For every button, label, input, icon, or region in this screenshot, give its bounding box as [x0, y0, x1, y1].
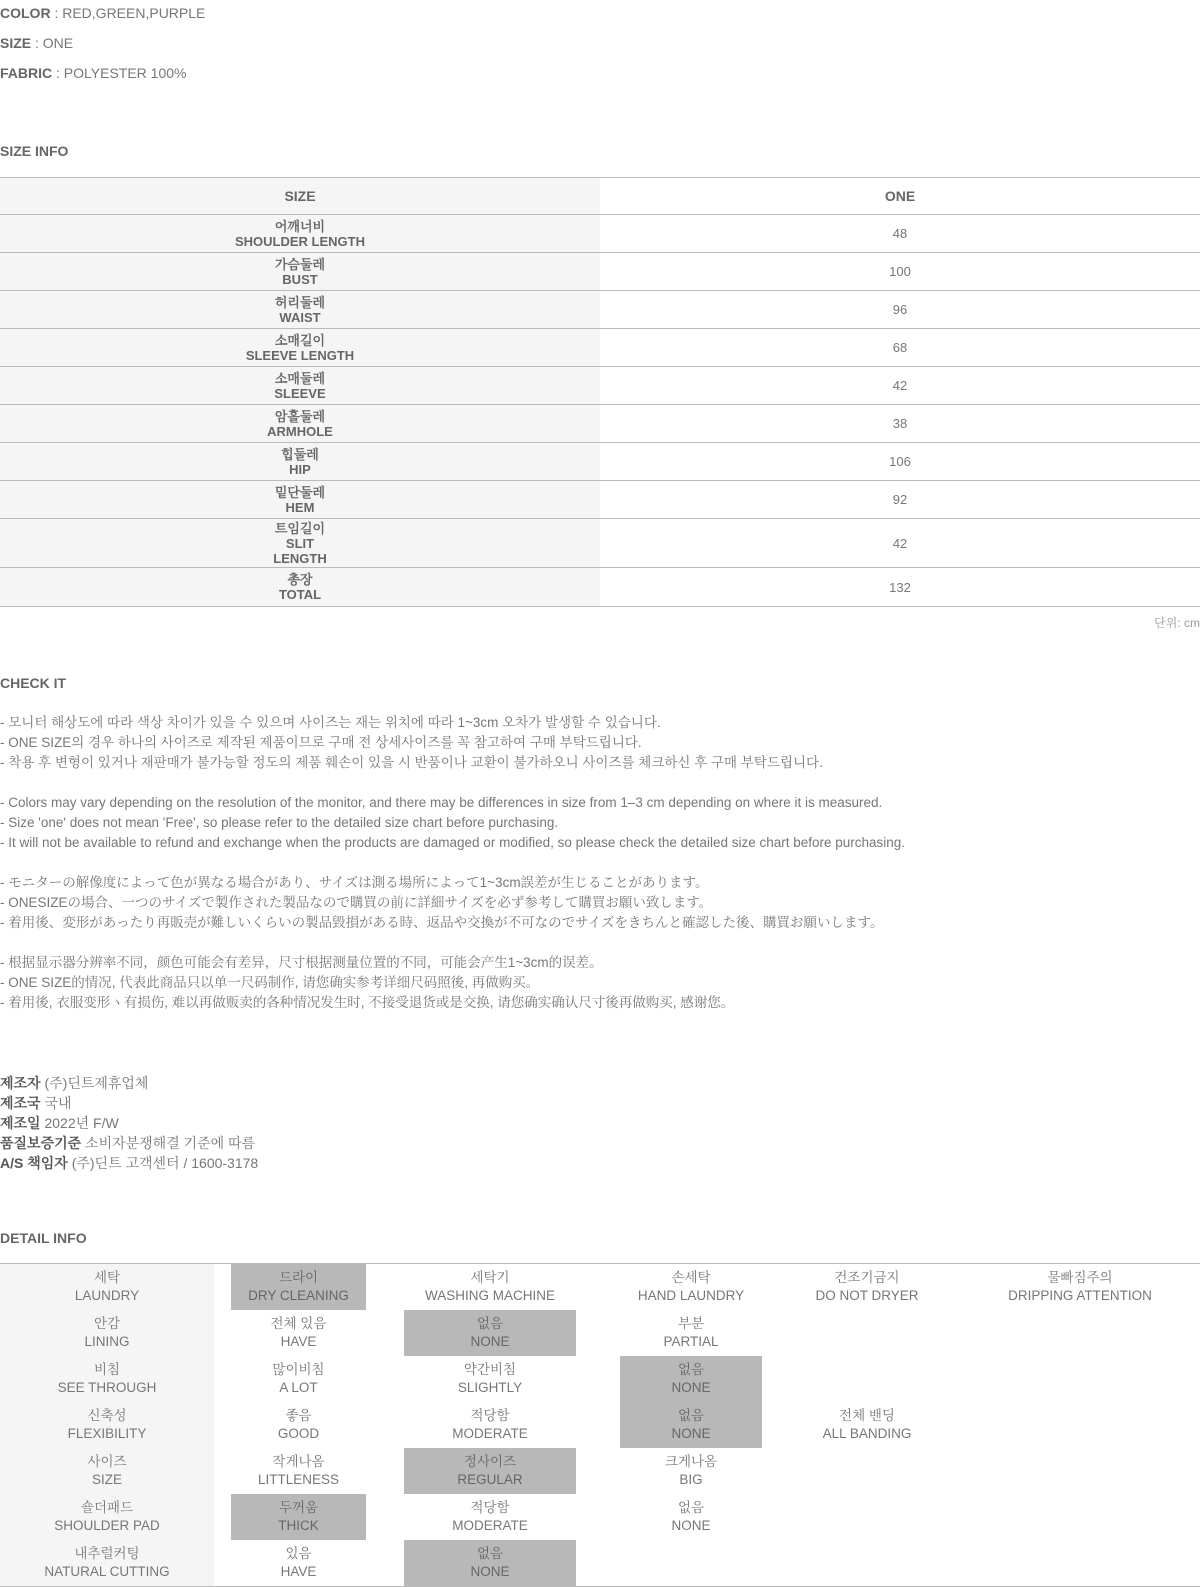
detail-option-text: 없음 — [677, 1408, 705, 1423]
size-row-label-en: SLEEVE LENGTH — [245, 347, 355, 363]
size-row — [0, 443, 1200, 481]
detail-option-text: 많이비침 — [272, 1362, 325, 1377]
size-row-value: 96 — [892, 302, 908, 317]
notes-japanese — [0, 873, 883, 933]
detail-option-text: NONE — [671, 1380, 711, 1395]
detail-option-text: A LOT — [279, 1380, 318, 1395]
size-value: : ONE — [31, 35, 74, 51]
detail-info-title: DETAIL INFO — [0, 1230, 87, 1246]
detail-option — [231, 1540, 366, 1586]
detail-option-text: NONE — [671, 1518, 711, 1533]
detail-option-selected — [231, 1264, 366, 1310]
detail-option-text: NONE — [470, 1334, 510, 1349]
size-row-value: 106 — [889, 454, 911, 469]
country-line — [0, 1093, 258, 1113]
size-row-label — [0, 367, 600, 404]
detail-option-text: 세탁기 — [470, 1270, 510, 1285]
detail-option-text: 정사이즈 — [463, 1454, 517, 1469]
size-row-label-en: WAIST — [279, 309, 321, 325]
detail-row-label — [0, 1402, 214, 1448]
size-row-label-ko: 힙둘레 — [281, 446, 319, 462]
size-row — [0, 568, 1200, 606]
size-row-label-ko: 가슴둘레 — [274, 256, 326, 272]
size-row-label-ko: 암홀둘레 — [274, 408, 326, 424]
detail-table — [0, 1263, 1200, 1587]
detail-option-text: THICK — [278, 1518, 319, 1533]
note-line: - Colors may vary depending on the resolution of the monitor, and there may be differences in size from 1–3 cm depending on where it is measured. — [0, 795, 883, 810]
size-info-title: SIZE INFO — [0, 143, 69, 159]
size-row-label — [0, 405, 600, 442]
detail-row-label — [0, 1540, 214, 1586]
detail-option-text: MODERATE — [452, 1426, 528, 1441]
note-line: - ONESIZEの場合、一つのサイズで製作された製品なので購買の前に詳細サイズを必ず参考して購買お願い致します。 — [0, 895, 713, 910]
detail-option-text: 물빠짐주의 — [1047, 1270, 1113, 1285]
note-line: - 착용 후 변형이 있거나 재판매가 불가능할 정도의 제품 훼손이 있을 시 반품이나 교환이 불가하오니 사이즈를 체크하신 후 구매 부탁드립니다. — [0, 755, 823, 770]
size-row-value: 42 — [892, 535, 908, 551]
size-row-label-en: SHOULDER LENGTH — [235, 233, 365, 249]
detail-option-selected — [404, 1310, 576, 1356]
size-row-label — [0, 253, 600, 290]
size-row-label-ko: 소매둘레 — [274, 370, 326, 386]
detail-option-text: 부분 — [677, 1316, 705, 1331]
note-line: - It will not be available to refund and exchange when the products are damaged or modified, so please check the detailed size chart before purchasing. — [0, 835, 906, 850]
size-row-value: 100 — [889, 264, 911, 279]
detail-option-text: HAVE — [280, 1334, 317, 1349]
size-row-value: 92 — [892, 492, 908, 507]
country-label: 제조국 — [0, 1095, 41, 1111]
detail-label-text: 숄더패드 — [80, 1500, 134, 1515]
detail-label-text: 신축성 — [87, 1408, 127, 1423]
size-row-label-en2: LENGTH — [273, 550, 327, 566]
size-row-label — [0, 443, 600, 480]
detail-label-text: 세탁 — [93, 1270, 121, 1285]
detail-option — [404, 1356, 576, 1402]
date-value: 2022년 F/W — [40, 1115, 119, 1131]
fabric-value: : POLYESTER 100% — [52, 65, 187, 81]
manufacturer-value: (주)딘트제휴업체 — [40, 1075, 149, 1091]
detail-option-text: HAND LAUNDRY — [637, 1288, 745, 1303]
note-line: - 着用後, 衣服变形ヽ有损伤, 难以再做贩卖的各种情况发生时, 不接受退货或是交换, 请您确实确认尺寸後再做购买, 感谢您。 — [0, 995, 735, 1010]
detail-option-text: 드라이 — [278, 1270, 319, 1285]
size-header-value: ONE — [884, 188, 916, 204]
size-table — [0, 177, 1200, 607]
detail-option-text: GOOD — [277, 1426, 320, 1441]
detail-label-text: NATURAL CUTTING — [44, 1564, 170, 1579]
detail-option — [404, 1264, 576, 1310]
size-row-label-en: SLIT — [285, 535, 315, 551]
detail-option-text: 없음 — [677, 1500, 705, 1515]
size-row-label-en: SLEEVE — [274, 385, 326, 401]
size-row-label — [0, 519, 600, 567]
detail-option — [231, 1448, 366, 1494]
size-row — [0, 405, 1200, 443]
detail-option-text: LITTLENESS — [257, 1472, 340, 1487]
color-label: COLOR — [0, 5, 51, 21]
detail-option-text: BIG — [679, 1472, 703, 1487]
detail-option-text: SLIGHTLY — [457, 1380, 523, 1395]
detail-option-selected — [404, 1540, 576, 1586]
detail-option — [404, 1402, 576, 1448]
unit-note: 단위: cm — [1154, 616, 1200, 630]
size-row-label-en: TOTAL — [278, 587, 322, 602]
detail-option-text: 있음 — [285, 1546, 312, 1561]
detail-option-selected — [231, 1494, 366, 1540]
size-row-label-ko: 트임길이 — [274, 520, 326, 536]
size-row-value: 68 — [892, 340, 908, 355]
color-attribute — [0, 5, 205, 21]
size-row-value: 38 — [892, 416, 908, 431]
detail-option-text: MODERATE — [452, 1518, 528, 1533]
size-table-header — [0, 178, 1200, 215]
detail-option-text: NONE — [671, 1426, 711, 1441]
manufacturer-info — [0, 1073, 258, 1173]
size-attribute — [0, 35, 73, 51]
detail-option-text: 적당함 — [470, 1408, 510, 1423]
detail-option-text: 약간비침 — [463, 1362, 517, 1377]
size-row-label-ko: 총장 — [287, 572, 313, 587]
detail-option-text: 작게나옴 — [272, 1454, 325, 1469]
detail-label-text: 내추럴커팅 — [74, 1546, 140, 1561]
detail-option — [620, 1310, 762, 1356]
detail-option — [404, 1494, 576, 1540]
detail-option-text: 좋음 — [285, 1408, 312, 1423]
detail-option-text: 전체 있음 — [270, 1316, 327, 1331]
as-line — [0, 1153, 258, 1173]
detail-option-text: DRIPPING ATTENTION — [1008, 1288, 1152, 1303]
size-row — [0, 253, 1200, 291]
size-row-label-en: HEM — [285, 499, 315, 515]
detail-option-text: 없음 — [476, 1316, 504, 1331]
note-line: - 根据显示器分辨率不同，颜色可能会有差异，尺寸根据测量位置的不同，可能会产生1~3cm的误差。 — [0, 955, 603, 970]
size-row-value: 42 — [892, 378, 908, 393]
color-value: : RED,GREEN,PURPLE — [50, 5, 206, 21]
fabric-attribute — [0, 65, 186, 81]
as-label: A/S 책임자 — [0, 1155, 68, 1171]
detail-option — [231, 1356, 366, 1402]
size-row-label-ko: 밑단둘레 — [274, 484, 326, 500]
notes-chinese — [0, 953, 734, 1013]
date-label: 제조일 — [0, 1115, 41, 1131]
as-value: (주)딘트 고객센터 / 1600-3178 — [67, 1155, 259, 1171]
detail-option-text: 없음 — [476, 1546, 504, 1561]
notes-english — [0, 793, 905, 853]
size-row-label — [0, 329, 600, 366]
warranty-line — [0, 1133, 258, 1153]
size-row-value: 48 — [892, 226, 908, 241]
size-row-label-en: HIP — [289, 461, 311, 477]
detail-option-text: 건조기금지 — [834, 1270, 900, 1285]
size-row-label-ko: 소매길이 — [274, 332, 326, 348]
size-row — [0, 367, 1200, 405]
note-line: - モニターの解像度によって色が異なる場合があり、サイズは測る場所によって1~3cm誤差が生じることがあります。 — [0, 875, 709, 890]
detail-label-text: 사이즈 — [87, 1454, 127, 1469]
detail-option-text: REGULAR — [457, 1472, 523, 1487]
size-row — [0, 519, 1200, 568]
size-row-label — [0, 481, 600, 518]
detail-option — [620, 1494, 762, 1540]
detail-row-label — [0, 1264, 214, 1310]
manufacturer-label: 제조자 — [0, 1075, 41, 1091]
manufacturer-line — [0, 1073, 258, 1093]
country-value: 국내 — [40, 1095, 72, 1111]
detail-option-text: 두꺼움 — [278, 1500, 319, 1515]
detail-option-text: DO NOT DRYER — [815, 1288, 919, 1303]
size-row-label — [0, 568, 600, 606]
size-row-label-en: ARMHOLE — [267, 423, 333, 439]
size-label: SIZE — [0, 35, 32, 51]
detail-label-text: LAUNDRY — [74, 1288, 140, 1303]
detail-option-text: PARTIAL — [663, 1334, 719, 1349]
detail-option-text: HAVE — [280, 1564, 317, 1579]
note-line: - ONE SIZE의 경우 하나의 사이즈로 제작된 제품이므로 구매 전 상세사이즈를 꼭 참고하여 구매 부탁드립니다. — [0, 735, 642, 750]
note-line: - 着用後、変形があったり再販売が難しいくらいの製品毀損がある時、返品や交換が不可なのでサイズをきちんと確認した後、購買お願いします。 — [0, 915, 884, 930]
detail-label-text: SEE THROUGH — [57, 1380, 157, 1395]
size-row-label — [0, 291, 600, 328]
detail-row-label — [0, 1356, 214, 1402]
detail-label-text: SHOULDER PAD — [54, 1518, 160, 1533]
size-row-label-ko: 허리둘레 — [274, 294, 326, 310]
detail-label-text: SIZE — [91, 1472, 122, 1487]
note-line: - Size 'one' does not mean 'Free', so please refer to the detailed size chart before purchasing. — [0, 815, 559, 830]
detail-label-text: LINING — [84, 1334, 130, 1349]
detail-option-selected — [620, 1402, 762, 1448]
warranty-label: 품질보증기준 — [0, 1135, 82, 1151]
detail-option-selected — [620, 1356, 762, 1402]
size-row — [0, 215, 1200, 253]
detail-option — [780, 1264, 954, 1310]
detail-option — [231, 1402, 366, 1448]
size-row-label-ko: 어깨너비 — [274, 218, 326, 234]
detail-option-text: 전체 밴딩 — [839, 1408, 895, 1423]
detail-label-text: FLEXIBILITY — [67, 1426, 147, 1441]
note-line: - 모니터 해상도에 따라 색상 차이가 있을 수 있으며 사이즈는 재는 위치에 따라 1~3cm 오차가 발생할 수 있습니다. — [0, 715, 661, 730]
detail-option — [620, 1448, 762, 1494]
detail-label-text: 비침 — [93, 1362, 121, 1377]
size-row-value: 132 — [889, 579, 911, 595]
check-it-title: CHECK IT — [0, 675, 67, 691]
detail-option-text: WASHING MACHINE — [424, 1288, 555, 1303]
size-row-label — [0, 215, 600, 252]
detail-option-text: 크게나옴 — [664, 1454, 718, 1469]
size-row — [0, 329, 1200, 367]
detail-option — [620, 1264, 762, 1310]
detail-option — [231, 1310, 366, 1356]
notes-korean — [0, 713, 823, 773]
size-row-label-en: BUST — [282, 271, 318, 287]
detail-option — [960, 1264, 1200, 1310]
detail-row-label — [0, 1448, 214, 1494]
detail-option-text: NONE — [470, 1564, 510, 1579]
detail-label-text: 안감 — [93, 1316, 121, 1331]
detail-row-label — [0, 1310, 214, 1356]
detail-option-text: DRY CLEANING — [248, 1288, 349, 1303]
note-line: - ONE SIZE的情况, 代表此商品只以单一尺码制作, 请您确实参考详细尺码照後, 再做购买。 — [0, 975, 540, 990]
warranty-value: 소비자분쟁해결 기준에 따름 — [81, 1135, 256, 1151]
size-row — [0, 291, 1200, 329]
detail-option-text: 적당함 — [470, 1500, 510, 1515]
detail-option-text: 손세탁 — [671, 1270, 711, 1285]
date-line — [0, 1113, 258, 1133]
size-row — [0, 481, 1200, 519]
fabric-label: FABRIC — [0, 65, 53, 81]
detail-row-label — [0, 1494, 214, 1540]
detail-option-selected — [404, 1448, 576, 1494]
detail-option — [780, 1402, 954, 1448]
detail-option-text: 없음 — [677, 1362, 705, 1377]
size-header-label: SIZE — [0, 178, 600, 214]
detail-option-text: ALL BANDING — [822, 1426, 912, 1441]
